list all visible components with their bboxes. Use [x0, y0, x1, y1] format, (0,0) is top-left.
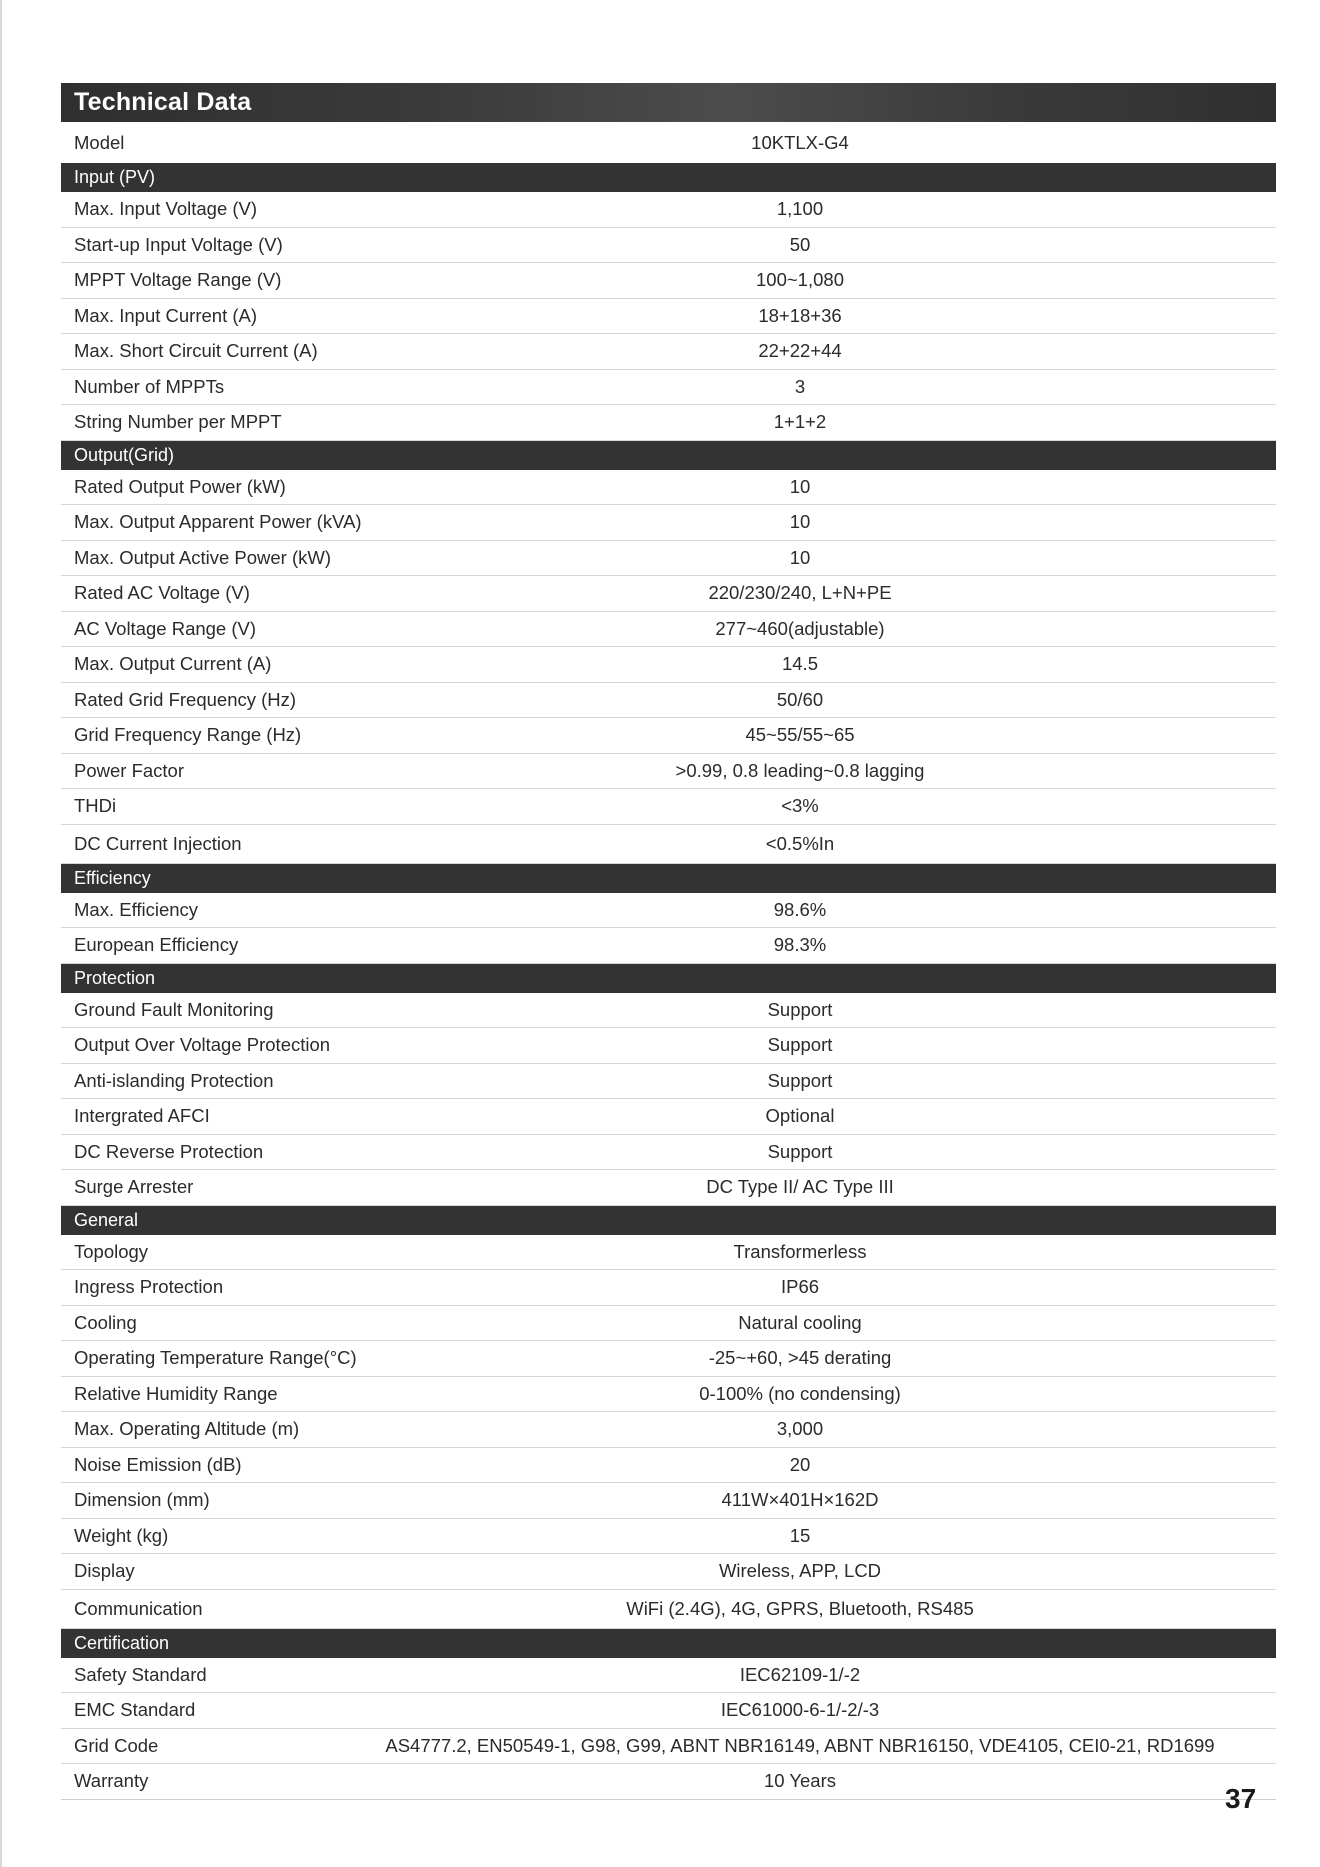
spec-row — [61, 1448, 1276, 1484]
section-header-general: General — [61, 1206, 1276, 1235]
spec-label: Grid Code — [74, 1734, 159, 1756]
spec-row — [61, 576, 1276, 612]
spec-label: THDi — [74, 795, 117, 817]
spec-value: IP66 — [780, 1276, 820, 1298]
spec-row — [61, 647, 1276, 683]
spec-value: 98.6% — [773, 898, 827, 920]
spec-label: String Number per MPPT — [74, 411, 282, 433]
spec-label: Cooling — [74, 1311, 137, 1333]
spec-label: Noise Emission (dB) — [74, 1453, 242, 1475]
spec-value: Support — [767, 998, 833, 1020]
spec-row — [61, 263, 1276, 299]
spec-row — [61, 1693, 1276, 1729]
spec-label: Rated Grid Frequency (Hz) — [74, 688, 297, 710]
spec-value: 3 — [794, 375, 806, 397]
spec-value: IEC61000-6-1/-2/-3 — [720, 1699, 880, 1721]
spec-label: Anti-islanding Protection — [74, 1069, 274, 1091]
spec-label: Topology — [74, 1240, 149, 1262]
spec-value: 10 — [789, 475, 811, 497]
spec-row — [61, 1235, 1276, 1271]
spec-value: IEC62109-1/-2 — [739, 1663, 861, 1685]
spec-row — [61, 1135, 1276, 1171]
spec-row — [61, 893, 1276, 929]
spec-row — [61, 541, 1276, 577]
section-header-output: Output(Grid) — [61, 441, 1276, 470]
spec-label: EMC Standard — [74, 1699, 196, 1721]
spec-row — [61, 1341, 1276, 1377]
spec-value: 50/60 — [776, 688, 824, 710]
spec-row — [61, 1729, 1276, 1765]
spec-row — [61, 334, 1276, 370]
spec-label: Max. Input Current (A) — [74, 304, 258, 326]
spec-label: DC Current Injection — [74, 832, 242, 854]
spec-label: Max. Operating Altitude (m) — [74, 1418, 300, 1440]
spec-label: Ingress Protection — [74, 1276, 224, 1298]
spec-label: Ground Fault Monitoring — [74, 998, 274, 1020]
spec-row — [61, 1099, 1276, 1135]
spec-label: Warranty — [74, 1770, 149, 1792]
spec-label: Grid Frequency Range (Hz) — [74, 724, 302, 746]
spec-label: Start-up Input Voltage (V) — [74, 233, 283, 255]
spec-row — [61, 1064, 1276, 1100]
spec-label: Max. Output Current (A) — [74, 653, 272, 675]
spec-value: 22+22+44 — [758, 340, 842, 362]
spec-value: 20 — [789, 1453, 811, 1475]
spec-row — [61, 612, 1276, 648]
section-header-certification: Certification — [61, 1629, 1276, 1658]
spec-row — [61, 789, 1276, 825]
spec-value: Support — [767, 1069, 833, 1091]
spec-value: 277~460(adjustable) — [715, 617, 885, 639]
spec-row — [61, 192, 1276, 228]
section-header-protection: Protection — [61, 964, 1276, 993]
spec-label: Model — [74, 131, 125, 153]
page-edge-line — [0, 0, 2, 1867]
section-header-input: Input (PV) — [61, 163, 1276, 192]
spec-label: Operating Temperature Range(°C) — [74, 1347, 357, 1369]
spec-value: 1+1+2 — [773, 411, 827, 433]
spec-value: WiFi (2.4G), 4G, GPRS, Bluetooth, RS485 — [626, 1597, 974, 1619]
spec-value: Wireless, APP, LCD — [718, 1560, 882, 1582]
spec-value: AS4777.2, EN50549-1, G98, G99, ABNT NBR16149, ABNT NBR16150, VDE4105, CEI0-21, RD1699 — [385, 1734, 1215, 1756]
spec-row — [61, 1483, 1276, 1519]
spec-row — [61, 1554, 1276, 1590]
spec-value: 18+18+36 — [758, 304, 842, 326]
spec-value: 14.5 — [781, 653, 818, 675]
spec-value: 0-100% (no condensing) — [699, 1382, 901, 1404]
spec-label: Relative Humidity Range — [74, 1382, 278, 1404]
spec-row — [61, 825, 1276, 864]
technical-data-table — [61, 83, 1276, 1800]
spec-label: Dimension (mm) — [74, 1489, 210, 1511]
spec-label: Surge Arrester — [74, 1176, 194, 1198]
spec-value: 10 Years — [763, 1770, 836, 1792]
spec-row — [61, 1764, 1276, 1800]
spec-value: Optional — [765, 1105, 835, 1127]
spec-value: 15 — [789, 1524, 811, 1546]
spec-value: Natural cooling — [738, 1311, 862, 1333]
table-title: Technical Data — [61, 83, 1276, 122]
spec-label: Power Factor — [74, 759, 185, 781]
spec-label: Max. Output Apparent Power (kVA) — [74, 511, 362, 533]
spec-row — [61, 1658, 1276, 1694]
spec-row — [61, 993, 1276, 1029]
spec-value: 45~55/55~65 — [745, 724, 855, 746]
spec-value: -25~+60, >45 derating — [708, 1347, 892, 1369]
spec-row — [61, 1028, 1276, 1064]
spec-row — [61, 299, 1276, 335]
spec-value: DC Type II/ AC Type III — [706, 1176, 894, 1198]
spec-row — [61, 1412, 1276, 1448]
spec-value: >0.99, 0.8 leading~0.8 lagging — [675, 759, 925, 781]
spec-label: Intergrated AFCI — [74, 1105, 210, 1127]
spec-label: Rated AC Voltage (V) — [74, 582, 250, 604]
spec-value: 50 — [789, 233, 811, 255]
spec-row — [61, 1270, 1276, 1306]
spec-value: 1,100 — [776, 198, 824, 220]
spec-value: 100~1,080 — [756, 269, 844, 291]
spec-row — [61, 1590, 1276, 1629]
spec-label: Number of MPPTs — [74, 375, 225, 397]
spec-row — [61, 928, 1276, 964]
spec-label: Communication — [74, 1597, 203, 1619]
spec-row — [61, 505, 1276, 541]
spec-value: 3,000 — [776, 1418, 824, 1440]
spec-label: Max. Output Active Power (kW) — [74, 546, 332, 568]
section-header-efficiency: Efficiency — [61, 864, 1276, 893]
spec-row — [61, 1377, 1276, 1413]
spec-value: Support — [767, 1034, 833, 1056]
spec-row — [61, 754, 1276, 790]
spec-value: 10KTLX-G4 — [751, 131, 849, 153]
spec-value: Transformerless — [733, 1240, 867, 1262]
spec-row — [61, 683, 1276, 719]
spec-value: <0.5%In — [765, 832, 835, 854]
spec-row — [61, 405, 1276, 441]
spec-value: 10 — [789, 546, 811, 568]
spec-label: DC Reverse Protection — [74, 1140, 264, 1162]
spec-row — [61, 1306, 1276, 1342]
spec-label: Weight (kg) — [74, 1524, 169, 1546]
spec-label: Max. Input Voltage (V) — [74, 198, 258, 220]
spec-label: AC Voltage Range (V) — [74, 617, 257, 639]
spec-label: Max. Efficiency — [74, 898, 199, 920]
spec-row — [61, 228, 1276, 264]
spec-value: <3% — [781, 795, 819, 817]
page-number: 37 — [1225, 1783, 1257, 1814]
spec-label: Output Over Voltage Protection — [74, 1034, 331, 1056]
spec-row — [61, 718, 1276, 754]
spec-label: Safety Standard — [74, 1663, 207, 1685]
spec-row-model — [61, 122, 1276, 163]
spec-value: 10 — [789, 511, 811, 533]
spec-value: 411W×401H×162D — [721, 1489, 879, 1511]
spec-label: MPPT Voltage Range (V) — [74, 269, 282, 291]
spec-label: European Efficiency — [74, 934, 239, 956]
spec-value: 98.3% — [773, 934, 827, 956]
spec-label: Display — [74, 1560, 135, 1582]
spec-label: Rated Output Power (kW) — [74, 475, 286, 497]
spec-row — [61, 370, 1276, 406]
spec-row — [61, 1519, 1276, 1555]
spec-row — [61, 470, 1276, 506]
spec-value: 220/230/240, L+N+PE — [708, 582, 892, 604]
spec-value: Support — [767, 1140, 833, 1162]
spec-row — [61, 1170, 1276, 1206]
spec-label: Max. Short Circuit Current (A) — [74, 340, 318, 362]
